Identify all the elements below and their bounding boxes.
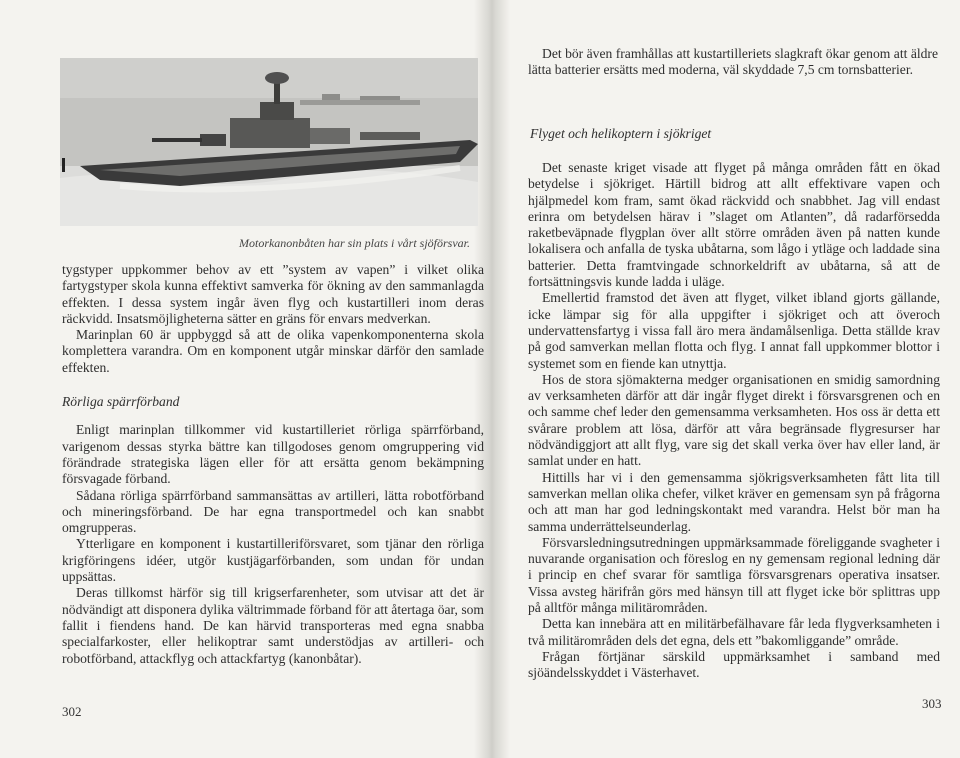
boat-illustration — [60, 58, 478, 226]
right-top-paragraph: Det bör även framhållas att kustartilleriets slagkraft ökar genom att äldre lätta batterier ersätts med moderna, väl skyddade 7,5 cm tornsbatterier. — [528, 46, 938, 78]
page-number-right: 303 — [922, 696, 942, 711]
left-body-text — [62, 262, 484, 667]
left-section-paragraph-4: Deras tillkomst härför sig till krigserfarenheter, som utvisar att det är nödvändigt att disponera dylika vältrimmade förband för att återtaga öar, som fallit i fiendens hand. De kan härvid transporteras med egna snabba specialfarkoster, eller helikoptrar samt understödjas av artilleri- och robotförband, attackflyg och attackfartyg (kanonbåtar). — [62, 585, 484, 666]
right-paragraph-5: Försvarsledningsutredningen uppmärksammade föreliggande svagheter i nuvarande organisation och föreslog en ny gemensam regional ledning där i princip en chef svarar för samtliga försvarsgrenars operativa insatser. Vissa avsteg härifrån görs med hänsyn till att flyget icke bör splittras upp på alltför många militärområden. — [528, 534, 940, 616]
right-paragraph-7: Frågan förtjänar särskild uppmärksamhet i samband med sjöändelsskyddet i Västerhavet. — [528, 648, 940, 681]
page-number-left: 302 — [62, 704, 82, 719]
left-intro-paragraph-2: Marinplan 60 är uppbyggd så att de olika vapenkomponenterna skola komplettera varandra. Om en komponent utgår minskar därför den samlade effekten. — [62, 327, 484, 375]
left-intro-paragraph-1: tygstyper uppkommer behov av ett ”system av vapen” i vilket olika fartygstyper skola kunna effektivt samverka för ökning av den sammanlagda effekten. I dessa system ingår även flyg och kustartilleri inom deras räckvidd. Insatsmöjligheterna sätter en gräns för envars medverkan. — [62, 262, 484, 326]
right-paragraph-6: Detta kan innebära att en militärbefälhavare får leda flygverksamheten i två militärområden dels det egna, dels ett ”bakomliggande” område. — [528, 616, 940, 648]
right-paragraph-4: Hittills har vi i den gemensamma sjökrigsverksamheten fått lita till samverkan mellan olika chefer, vilket kräver en gemensam syn på frågorna och att man har god ledningskontakt med varandra. Helst bör man ha samma underrättelseunderlag. — [528, 469, 940, 534]
right-section-heading-wrap — [530, 126, 711, 142]
left-section-paragraph-2: Sådana rörliga spärrförband sammansättas av artilleri, lätta robotförband och mineringsförband. De har egna transportmedel och kan snabbt omgrupperas. — [62, 487, 484, 536]
left-section-heading: Rörliga spärrförband — [62, 394, 180, 410]
right-top-text — [528, 46, 938, 79]
right-page — [490, 0, 960, 758]
left-section-paragraph-1: Enligt marinplan tillkommer vid kustartilleriet rörliga spärrförband, varigenom dessas styrka bättre kan tillgodoses genom omgruppering vid förändrade strategiska lägen eller för att ersätta genom bekämpning försvagade förband. — [62, 422, 484, 487]
photo-caption: Motorkanonbåten har sin plats i vårt sjöförsvar. — [238, 236, 470, 250]
motor-gunboat-photo — [60, 58, 478, 226]
left-section-paragraph-3: Ytterligare en komponent i kustartilleriförsvaret, som tjänar den rörliga krigföringens idéer, utgör kustjägarförbanden, som undan för undan uppsättas. — [62, 536, 484, 585]
right-body-text — [528, 160, 940, 682]
right-paragraph-1: Det senaste kriget visade att flyget på många områden fått en ökad betydelse i sjökriget. Härtill bidrog att allt effektivare vapen och hjälpmedel kom fram, samt ökad räckvidd och snabbhet. Jag vill endast erinra om betydelsen härav i ”slaget om Atlanten”, då radarförsedda raketbeväpnade flygplan över allt större områden även på natten kunde lokalisera och anfalla de tyska ubåtarna, som lågo i ytläge och laddade sina batterier. Detta framtvingade schnorkeldrift av ubåtarna, så att de fortsättningsvis kunde ladda i uläge. — [528, 160, 940, 290]
right-section-heading: Flyget och helikoptern i sjökriget — [530, 126, 712, 141]
right-paragraph-2: Emellertid framstod det även att flyget, vilket ibland gjorts gällande, icke lämpar sig för alla uppgifter i sjökriget och att överoch undervattensfartyg i vissa fall äro mera ändamålsenliga. Detta ställde krav på god samverkan mellan flotta och flyg. I annat fall uppkommer blottor i systemet som en fiende kan utnyttja. — [528, 290, 940, 371]
right-paragraph-3: Hos de stora sjömakterna medger organisationen en smidig samordning av verksamheten därför att där ingår flyget direkt i försvarsgrenen och en och samme chef leder den gemensamma verksamheten. Hos oss är detta ett svårare problem att lösa, därför att våra begränsade flygresurser har nödvändiggjort att allt flyg, vare sig det skall verka över hav eller land, är samlat under en hatt. — [528, 371, 940, 469]
